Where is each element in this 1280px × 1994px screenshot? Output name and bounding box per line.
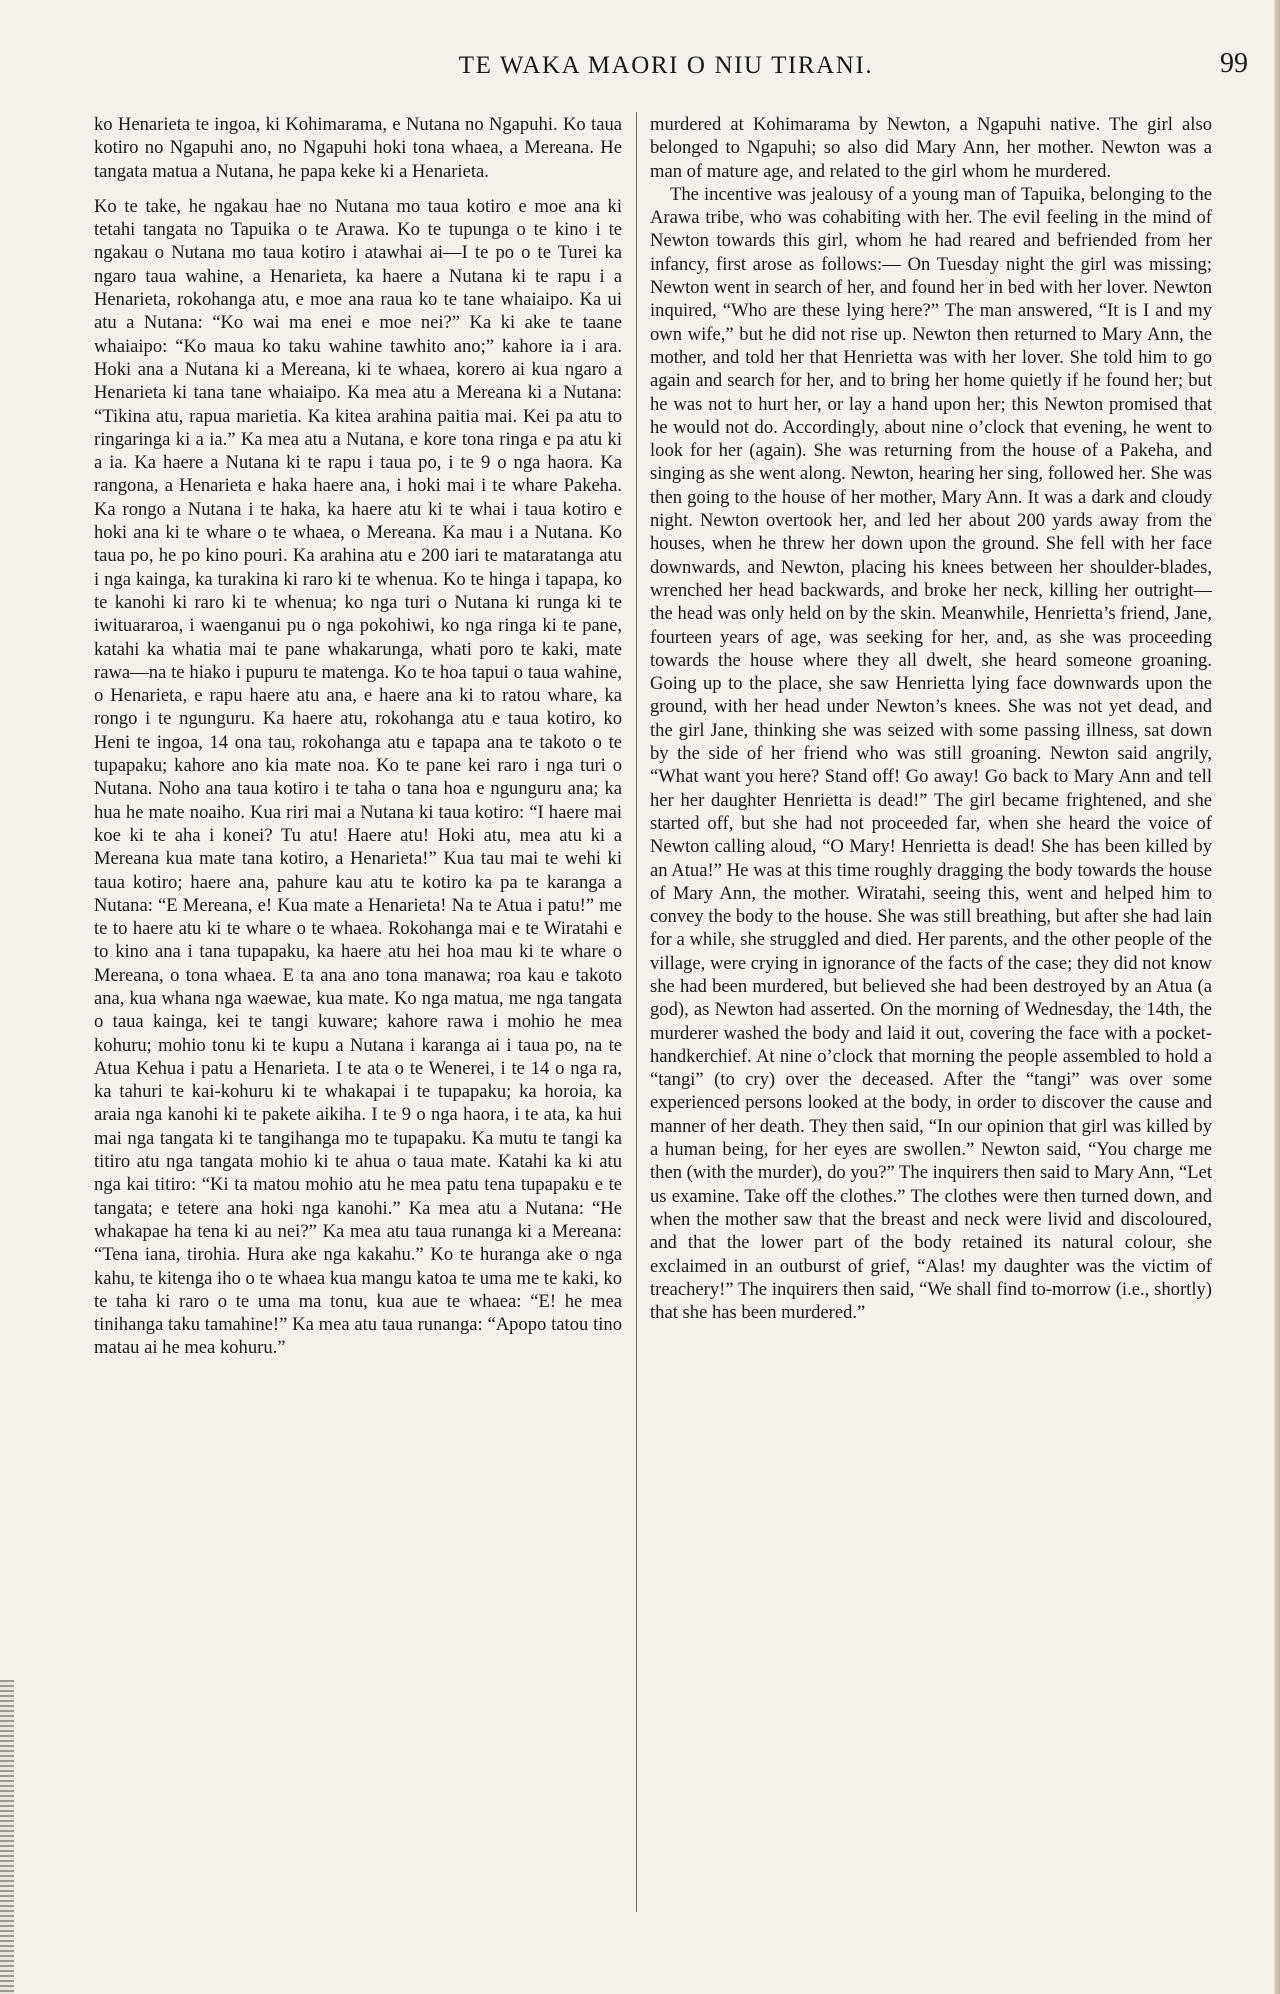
column-divider (636, 112, 637, 1912)
english-paragraph-1: murdered at Kohimarama by Newton, a Ngapuhi native. The girl also belonged to Ngapuhi; so also did Mary Ann, her mother. Newton was a man of mature age, and related to the girl whom he murdered. (650, 114, 1212, 182)
page-edge-shadow (0, 1680, 14, 1994)
maori-paragraph-2: Ko te take, he ngakau hae no Nutana mo taua kotiro e moe ana ki tetahi tangata no Tapuika o te Arawa. Ko te tupunga o te kino i te ngakau o Nutana mo taua kotiro i atawhai ai—I te po o te Turei ka ngaro taua wahine, a Henarieta, ka haere a Nutana ki te rapu i a Henarieta, rokohanga atu, e moe ana raua ko te tane whaiaipo. Ka ui atu a Nutana: “Ko wai ma enei e moe nei?” Ka ki ake te taane whaiaipo: “Ko maua ko taku wahine tawhito ano;” kahore ia i ara. Hoki ana a Nutana ki a Mereana, ki te whaea, korero ai kua ngaro a Henarieta ki tana tane whaiaipo. Ka mea atu a Mereana ki a Nutana: “Tikina atu, rapua marietia. Ka kitea arahina paitia mai. Kei pa atu to ringaringa ki a ia.” Ka mea atu a Nutana, e kore tona ringa e pa atu ki a ia. Ka haere a Nutana ki te rapu i taua po, i te 9 o nga haora. Ka rangona, a Henarieta e haka haere ana, i hoki mai i te whare Pakeha. Ka rongo a Nutana i te haka, ka haere atu ki te whai i taua kotiro e hoki ana ki te whare o te whaea, o Mereana. Ka mau i a Nutana. Ko taua po, he po kino pouri. Ka arahina atu e 200 iari te mataratanga atu i nga kainga, ka turakina ki raro ki te whenua. Ko te hinga i tapapa, ko te kanohi ki raro ki te whenua; ko nga turi o Nutana ki runga ki te iwituararoa, i waenganui pu o nga pokohiwi, ko nga ringa ki te pane, katahi ka whatia mai te pane whakarunga, whati poro te kaki, mate rawa—na te hiako i pupuru te matenga. Ko te hoa tapui o taua wahine, o Henarieta, e rapu haere atu ana, e haere ana ki to ratou whare, ka rongo i te ngunguru. Ka haere atu, rokohanga atu e taua kotiro, ko Heni te ingoa, 14 ona tau, rokohanga atu e tapapa ana te takoto o te tupapaku; kahore ano kia mate noa. Ko te pane kei raro i nga turi o Nutana. Noho ana taua kotiro i te taha o tana hoa e ngunguru ana; ka hua he mate noaiho. Kua riri mai a Nutana ki taua kotiro: “I haere mai koe ki te aha i konei? Tu atu! Haere atu! Hoki atu, mea atu ki a Mereana kua mate tana kotiro, a Henarieta!” Kua tau mai te wehi ki taua kotiro; haere ana, pahure kau atu te kotiro ka pa te karanga a Nutana: “E Mereana, e! Kua mate a Henarieta! Na te Atua i patu!” me te to haere atu ki te whare o te whaea. Rokohanga mai e te Wiratahi e to kino ana i tana tupapaku, ka haere atu hei hoa mau ki te whare o Mereana, o tona whaea. E ta ana ano tona manawa; roa kau e takoto ana, kua whana nga waewae, kua mate. Ko nga matua, me nga tangata o taua kainga, kei te tangi kuware; kahore rawa i mohio he mea kohuru; mohio tonu ki te kupu a Nutana i karanga ai i taua po, na te Atua Kehua i patu a Henarieta. I te ata o te Wenerei, i te 14 o nga ra, ka tahuri te kai-kohuru ki te whakapai i te tupapaku; ka horoia, ka araia nga kanohi ki te pakete aikiha. I te 9 o nga haora, i te ata, ka hui mai nga tangata ki te tangihanga mo te tupapaku. Ka mutu te tangi ka titiro atu nga tangata mohio ki te ahua o taua mate. Katahi ka ki atu nga kai titiro: “Ki ta matou mohio atu he mea patu tena tupapaku e te tangata; e tetere ana hoki nga kanohi.” Ka mea atu a Nutana: “He whakapae ha tena ki au nei?” Ka mea atu taua runanga ki a Mereana: “Tena iana, tirohia. Hura ake nga kakahu.” Ko te huranga ake o nga kahu, te kitenga iho o te whaea kua mangu katoa te uma me te kaki, ko te taha ki raro o te uma ma tonu, kua aue te whaea: “E! he mea tinihanga taku tamahine!” Ka mea atu taua runanga: “Apopo tatou tino matau ai he mea kohuru.” (94, 195, 622, 1359)
maori-text-column (94, 113, 622, 1360)
page-edge-right (1274, 0, 1280, 1994)
page-header (76, 44, 1256, 90)
maori-paragraph-1: ko Henarieta te ingoa, ki Kohimarama, e Nutana no Ngapuhi. Ko taua kotiro no Ngapuhi ano, no Ngapuhi hoki tona whaea, a Mereana. He tangata matua a Nutana, he papa keke ki a Henarieta. (94, 114, 622, 182)
running-title: TE WAKA MAORI O NIU TIRANI. (458, 52, 874, 79)
english-paragraph-2: The incentive was jealousy of a young man of Tapuika, belonging to the Arawa tribe, who was cohabiting with her. The evil feeling in the mind of Newton towards this girl, whom he had reared and befriended from her infancy, first arose as follows:— On Tuesday night the girl was missing; Newton went in search of her, and found her in bed with her lover. Newton inquired, “Who are these lying here?” The man answered, “It is I and my own wife,” but he did not rise up. Newton then returned to Mary Ann, the mother, and told her that Henrietta was with her lover. She told him to go again and search for her, and to bring her home quietly if he found her; but he was not to hurt her, or lay a hand upon her; this Newton promised that he would not do. Accordingly, about nine o’clock that evening, he went to look for her (again). She was returning from the house of a Pakeha, and singing as she went along. Newton, hearing her sing, followed her. She was then going to the house of her mother, Mary Ann. It was a dark and cloudy night. Newton overtook her, and led her about 200 yards away from the houses, when he threw her down upon the ground. She fell with her face downwards, and Newton, placing his knees between her shoulder-blades, wrenched her head backwards, and broke her neck, killing her outright—the head was only held on by the skin. Meanwhile, Henrietta’s friend, Jane, fourteen years of age, was seeking for her, and, as she was proceeding towards the house where they all dwelt, she heard someone groaning. Going up to the place, she saw Henrietta lying face downwards upon the ground, with her head under Newton’s knees. She was not yet dead, and the girl Jane, thinking she was seized with some passing illness, sat down by the side of her friend who was still groaning. Newton said angrily, “What want you here? Stand off! Go away! Go back to Mary Ann and tell her her daughter Henrietta is dead!” The girl became frightened, and she started off, but she had not proceeded far, when she heard the voice of Newton calling aloud, “O Mary! Henrietta is dead! She has been killed by an Atua!” He was at this time roughly dragging the body towards the house of Mary Ann, the mother. Wiratahi, seeing this, went and helped him to convey the body to the house. She was still breathing, but after she had lain for a while, she struggled and died. Her parents, and the other people of the village, were crying in ignorance of the facts of the case; they did not know she had been murdered, but believed she had been destroyed by an Atua (a god), as Newton had asserted. On the morning of Wednesday, the 14th, the murderer washed the body and laid it out, covering the face with a pocket-handkerchief. At nine o’clock that morning the people assembled to hold a “tangi” (to cry) over the deceased. After the “tangi” was over some experienced persons looked at the body, in order to discover the cause and manner of her death. They then said, “In our opinion that girl was killed by a human being, for her eyes are swollen.” Newton said, “You charge me then (with the murder), do you?” The inquirers then said to Mary Ann, “Let us examine. Take off the clothes.” The clothes were then turned down, and when the mother saw that the breast and neck were livid and discoloured, and that the lower part of the body retained its natural colour, she exclaimed in an outburst of grief, “Alas! my daughter was the victim of treachery!” The inquirers then said, “We shall find to-morrow (i.e., shortly) that she has been murdered.” (650, 183, 1212, 1324)
page-number: 99 (1220, 48, 1248, 79)
english-text-column (650, 113, 1212, 1324)
